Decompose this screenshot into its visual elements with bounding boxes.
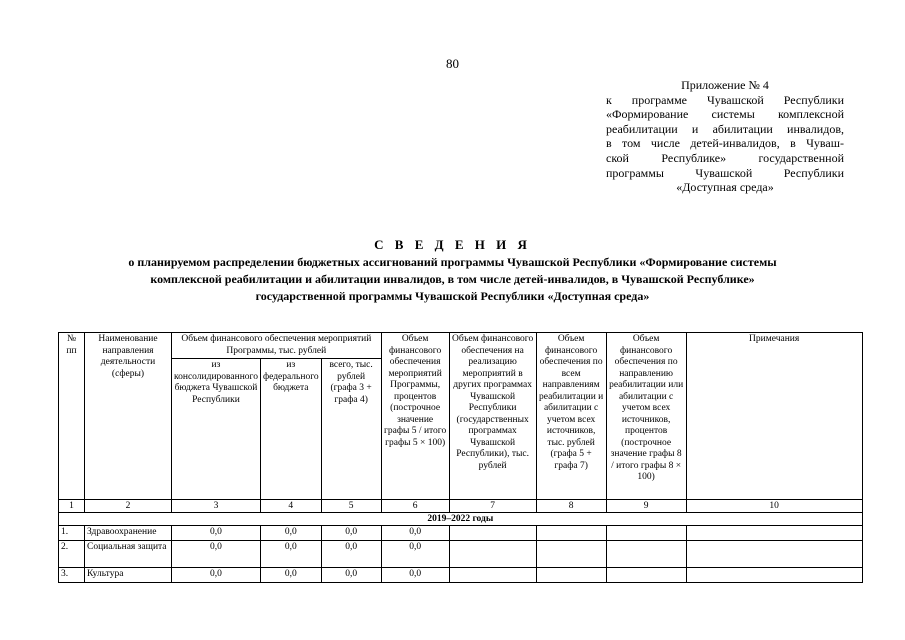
row-empty-cell <box>536 568 606 583</box>
row-empty-cell <box>536 526 606 541</box>
appendix-line: к программе Чувашской Республики <box>606 92 844 107</box>
heading-subtitle-line: комплексной реабилитации и абилитации инвалидов, в том числе детей-инвалидов, в Чувашской Республике» <box>150 272 755 286</box>
page-number: 80 <box>446 56 459 71</box>
row-percent: 0,0 <box>381 568 449 583</box>
header-group-financing: Объем финансового обеспечения мероприятий Программы, тыс. рублей <box>172 333 382 359</box>
appendix-line: «Формирование системы комплексной <box>606 107 844 122</box>
column-number: 3 <box>172 500 261 513</box>
row-empty-cell <box>606 526 686 541</box>
row-consolidated: 0,0 <box>172 568 261 583</box>
header-col-notes: Примечания <box>686 333 862 500</box>
row-percent: 0,0 <box>381 541 449 568</box>
period-section-label: 2019–2022 годы <box>59 513 863 526</box>
appendix-line: в том числе детей-инвалидов, в Чуваш- <box>606 136 844 151</box>
row-total: 0,0 <box>321 568 381 583</box>
document-heading <box>60 237 845 304</box>
header-col-all-directions: Объем финансового обеспечения по всем направлениям реабилитации и абилитации с учетом всех источников, тыс. рублей (графа 5 + графа 7) <box>536 333 606 500</box>
appendix-line: ской Республике» государственной <box>606 150 844 165</box>
row-empty-cell <box>449 568 536 583</box>
table-row <box>59 541 863 568</box>
row-empty-cell <box>606 568 686 583</box>
row-empty-cell <box>536 541 606 568</box>
column-number: 9 <box>606 500 686 513</box>
row-total: 0,0 <box>321 526 381 541</box>
row-name: Социальная защита <box>85 541 172 568</box>
row-number: 1. <box>59 526 85 541</box>
row-federal: 0,0 <box>260 526 321 541</box>
column-number: 6 <box>381 500 449 513</box>
column-number: 8 <box>536 500 606 513</box>
table-row <box>59 568 863 583</box>
allocation-table <box>58 332 863 583</box>
appendix-line: программы Чувашской Республики <box>606 165 844 180</box>
column-number: 2 <box>85 500 172 513</box>
row-federal: 0,0 <box>260 541 321 568</box>
header-col-percent: Объем финансового обеспечения мероприятий Программы, процентов (построчное значение графы 5 / итого графы 5 × 100) <box>381 333 449 500</box>
column-number: 4 <box>260 500 321 513</box>
header-col-consolidated-budget: из консолидированного бюджета Чувашской Республики <box>172 359 261 500</box>
row-federal: 0,0 <box>260 568 321 583</box>
heading-subtitle-line: о планируемом распределении бюджетных ассигнований программы Чувашской Республики «Формирование системы <box>128 255 777 269</box>
appendix-line: реабилитации и абилитации инвалидов, <box>606 121 844 136</box>
row-name: Здравоохранение <box>85 526 172 541</box>
appendix-line: «Доступная среда» <box>676 180 774 195</box>
row-empty-cell <box>606 541 686 568</box>
appendix-block <box>606 78 844 195</box>
row-number: 2. <box>59 541 85 568</box>
heading-subtitle-line: государственной программы Чувашской Республики «Доступная среда» <box>255 289 650 303</box>
row-percent: 0,0 <box>381 526 449 541</box>
row-number: 3. <box>59 568 85 583</box>
appendix-title: Приложение № 4 <box>681 78 769 92</box>
header-col-number: № пп <box>59 333 85 500</box>
table-row <box>59 526 863 541</box>
header-col-direction-percent: Объем финансового обеспечения по направлению реабилитации или абилитации с учетом всех источников, процентов (построчное значение графы 8 / итого графы 8 × 100) <box>606 333 686 500</box>
row-total: 0,0 <box>321 541 381 568</box>
header-col-total: всего, тыс. рублей (графа 3 + графа 4) <box>321 359 381 500</box>
column-number: 5 <box>321 500 381 513</box>
column-number: 10 <box>686 500 862 513</box>
header-col-other-programs: Объем финансового обеспечения на реализацию мероприятий в других программах Чувашской Республики (государственных программах Чувашской Республики), тыс. рублей <box>449 333 536 500</box>
row-empty-cell <box>686 568 862 583</box>
column-number: 7 <box>449 500 536 513</box>
row-empty-cell <box>686 526 862 541</box>
row-consolidated: 0,0 <box>172 526 261 541</box>
column-number: 1 <box>59 500 85 513</box>
header-col-federal-budget: из федерального бюджета <box>260 359 321 500</box>
row-consolidated: 0,0 <box>172 541 261 568</box>
row-empty-cell <box>686 541 862 568</box>
row-empty-cell <box>449 541 536 568</box>
row-empty-cell <box>449 526 536 541</box>
heading-title: С В Е Д Е Н И Я <box>374 237 531 252</box>
header-col-direction: Наименование направления деятельности (сферы) <box>85 333 172 500</box>
row-name: Культура <box>85 568 172 583</box>
